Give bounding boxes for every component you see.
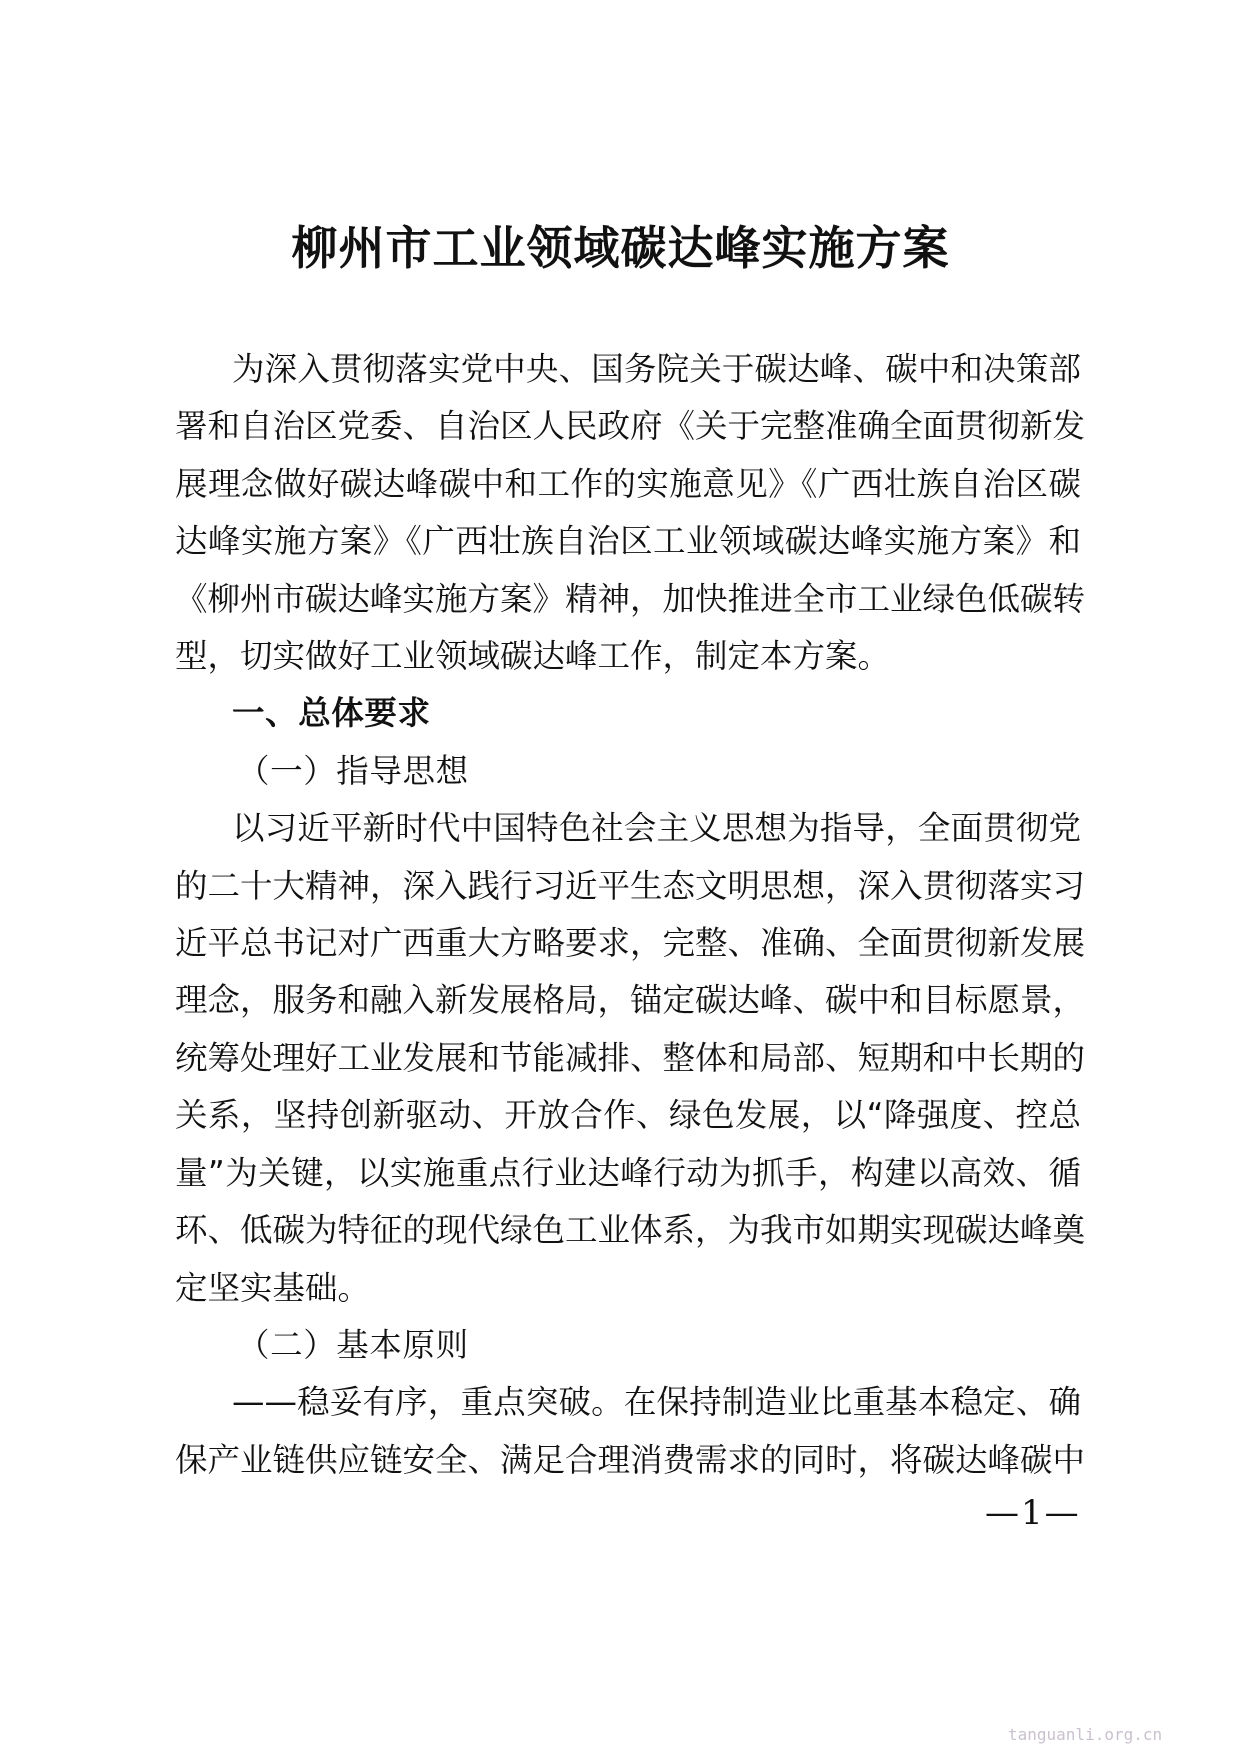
intro-line: 署和自治区党委、自治区人民政府《关于完整准确全面贯彻新发 [175, 407, 1086, 446]
guiding-line: 关系，坚持创新驱动、开放合作、绿色发展，以“降强度、控总 [175, 1096, 1081, 1135]
guiding-line: 以习近平新时代中国特色社会主义思想为指导，全面贯彻党 [232, 809, 1081, 848]
guiding-line: 理念，服务和融入新发展格局，锚定碳达峰、碳中和目标愿景， [175, 981, 1086, 1020]
intro-paragraph [175, 341, 1086, 685]
document-body [175, 341, 1086, 1489]
intro-line: 展理念做好碳达峰碳中和工作的实施意见》《广西壮族自治区碳 [175, 464, 1081, 503]
intro-line: 为深入贯彻落实党中央、国务院关于碳达峰、碳中和决策部 [232, 350, 1081, 388]
intro-line: 达峰实施方案》《广西壮族自治区工业领域碳达峰实施方案》和 [175, 522, 1081, 561]
guiding-line: 量”为关键，以实施重点行业达峰行动为抓手，构建以高效、循 [175, 1153, 1081, 1192]
guiding-line: 的二十大精神，深入践行习近平生态文明思想，深入贯彻落实习 [175, 866, 1086, 905]
document-title: 柳州市工业领域碳达峰实施方案 [291, 221, 950, 275]
principles-paragraph [175, 1374, 1086, 1489]
watermark: tanguanli.org.cn [1008, 1725, 1163, 1744]
guiding-line: 环、低碳为特征的现代绿色工业体系，为我市如期实现碳达峰奠 [175, 1211, 1086, 1250]
guiding-ideology-paragraph [175, 800, 1086, 1317]
principle-line: ——稳妥有序，重点突破。在保持制造业比重基本稳定、确 [232, 1383, 1081, 1422]
principle-line: 保产业链供应链安全、满足合理消费需求的同时，将碳达峰碳中 [175, 1440, 1086, 1479]
guiding-line: 定坚实基础。 [175, 1268, 371, 1307]
intro-line: 型，切实做好工业领域碳达峰工作，制定本方案。 [175, 637, 891, 676]
section-heading-general-requirements: 一、总体要求 [232, 694, 431, 733]
page-number: —1— [985, 1493, 1081, 1533]
subsection-heading-basic-principles: （二）基本原则 [237, 1325, 469, 1364]
subsection-heading-guiding-ideology: （一）指导思想 [237, 751, 469, 790]
guiding-line: 近平总书记对广西重大方略要求，完整、准确、全面贯彻新发展 [175, 924, 1086, 963]
intro-line: 《柳州市碳达峰实施方案》精神，加快推进全市工业绿色低碳转 [175, 579, 1086, 618]
guiding-line: 统筹处理好工业发展和节能减排、整体和局部、短期和中长期的 [175, 1038, 1086, 1077]
